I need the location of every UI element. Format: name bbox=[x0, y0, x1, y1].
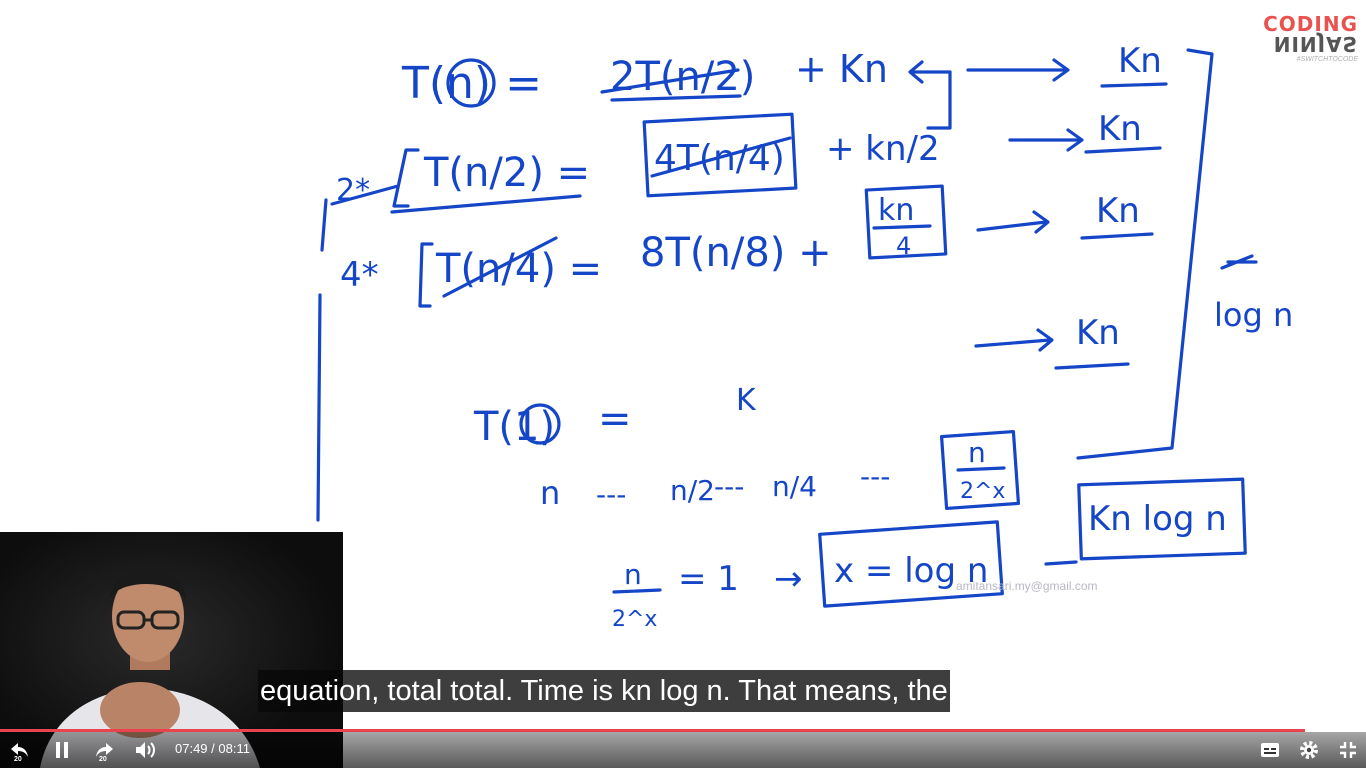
total-text: Kn log n bbox=[1088, 499, 1227, 539]
row2-term: 4T(n/4) bbox=[654, 138, 785, 179]
row1-lhs: T(n) = bbox=[402, 58, 542, 109]
volume-button[interactable] bbox=[132, 736, 158, 764]
side-label: log n bbox=[1214, 296, 1294, 334]
seq-dash2: --- bbox=[714, 470, 745, 503]
captions-button[interactable] bbox=[1258, 736, 1282, 764]
pause-button[interactable] bbox=[50, 736, 74, 764]
seq-n4: n/4 bbox=[772, 470, 817, 503]
seq-last-den: 2^x bbox=[960, 479, 1006, 504]
row2-arrow-right bbox=[1010, 130, 1082, 150]
row1-connector bbox=[928, 72, 950, 128]
coding-ninjas-logo bbox=[1263, 14, 1358, 63]
row3-frac-num: kn bbox=[878, 193, 915, 228]
seq-n2: n/2 bbox=[670, 474, 715, 507]
row3-frac-bar bbox=[874, 226, 930, 228]
row2-strike bbox=[392, 196, 580, 212]
seq-last-bar bbox=[958, 468, 1004, 470]
row3-frac-den: 4 bbox=[896, 232, 912, 260]
row3-cost: Kn bbox=[1096, 191, 1140, 231]
row2-mult: 2* bbox=[336, 173, 371, 208]
row3-mult: 4* bbox=[340, 255, 379, 295]
seq-dash1: --- bbox=[596, 478, 627, 511]
solve-result: x = log n bbox=[834, 551, 989, 591]
row3-lhs: T(n/4) = bbox=[436, 246, 603, 292]
row3-term: 8T(n/8) + bbox=[640, 230, 832, 276]
exit-fullscreen-button[interactable] bbox=[1336, 736, 1360, 764]
row3-arrow-right bbox=[978, 212, 1048, 232]
settings-icon bbox=[1299, 740, 1319, 760]
row1-arrow-left bbox=[910, 62, 950, 82]
base-rhs: K bbox=[736, 383, 756, 418]
left-bracket-line bbox=[318, 200, 326, 520]
row1-term: 2T(n/2) bbox=[610, 54, 756, 100]
solve-eq: = 1 bbox=[678, 559, 739, 599]
row2-plus: + kn/2 bbox=[826, 129, 940, 169]
row1-arrow-right bbox=[968, 60, 1068, 80]
exit-fullscreen-icon bbox=[1339, 741, 1357, 759]
row2-cost: Kn bbox=[1098, 109, 1142, 149]
seq-dash3: --- bbox=[860, 460, 891, 493]
solve-num: n bbox=[624, 558, 642, 591]
row1-cost: Kn bbox=[1118, 41, 1162, 81]
base-eq: = bbox=[598, 396, 632, 442]
logo-line2: NINJAS bbox=[1273, 32, 1358, 56]
total-link bbox=[1046, 562, 1076, 564]
solve-bar bbox=[614, 590, 660, 592]
base-lhs: T(1) bbox=[474, 404, 556, 450]
settings-button[interactable] bbox=[1297, 736, 1321, 764]
scratch-mark bbox=[1222, 256, 1256, 268]
row1-cost-underline bbox=[1102, 84, 1166, 86]
pause-icon bbox=[54, 741, 70, 759]
row3-cost-underline bbox=[1082, 234, 1152, 238]
row3-bracket bbox=[420, 244, 432, 306]
time-display: 07:49 / 08:11 bbox=[175, 741, 250, 756]
volume-icon bbox=[134, 740, 156, 760]
seq-last-num: n bbox=[968, 436, 986, 469]
solve-arrow: → bbox=[774, 559, 803, 599]
captions-icon bbox=[1260, 742, 1280, 758]
subtitle-caption: equation, total total. Time is kn log n. That means, the bbox=[258, 670, 950, 712]
solve-den: 2^x bbox=[612, 607, 658, 632]
watermark: amitansari.my@gmail.com bbox=[956, 579, 1098, 593]
forward-button[interactable] bbox=[90, 736, 118, 764]
logo-line1: CODING bbox=[1263, 12, 1358, 36]
row2-lhs: T(n/2) = bbox=[424, 150, 591, 196]
rewind-button[interactable] bbox=[6, 736, 34, 764]
player-controls bbox=[0, 732, 1366, 768]
row1-plus: + Kn bbox=[795, 47, 888, 91]
seq-n: n bbox=[540, 474, 561, 512]
rewind-seconds: 20 bbox=[14, 756, 22, 763]
row4-arrow-right bbox=[976, 330, 1052, 350]
logo-tagline: #SWITCHTOCODE bbox=[1296, 56, 1358, 63]
row4-cost-underline bbox=[1056, 364, 1128, 368]
row4-cost: Kn bbox=[1076, 313, 1120, 353]
forward-seconds: 20 bbox=[99, 756, 107, 763]
row2-bracket bbox=[394, 150, 418, 206]
